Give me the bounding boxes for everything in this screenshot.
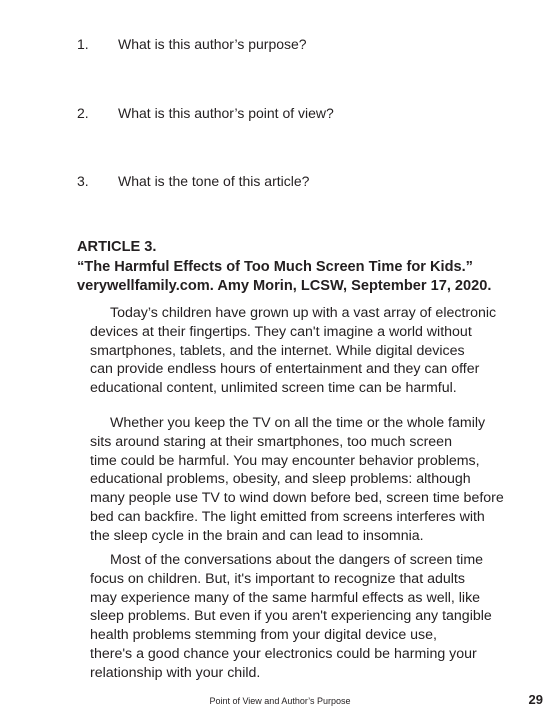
paragraph-line: many people use TV to wind down before bed, screen time before	[90, 490, 504, 507]
paragraph-2	[90, 414, 510, 546]
paragraph-line: Today’s children have grown up with a vast array of electronic	[110, 305, 497, 321]
paragraph-1	[90, 304, 510, 398]
paragraph-line: may experience many of the same harmful effects as well, like	[90, 589, 481, 606]
paragraph-line: Whether you keep the TV on all the time or the whole family	[110, 415, 486, 431]
paragraph-line: the sleep cycle in the brain and can lead to insomnia.	[90, 527, 424, 544]
question-number: 3.	[77, 173, 89, 189]
paragraph-line: health problems stemming from your digital device use,	[90, 627, 437, 644]
footer-section-title: Point of View and Author’s Purpose	[209, 696, 351, 706]
paragraph-line: can provide endless hours of entertainment and they can offer	[90, 361, 480, 378]
paragraph-line: sits around staring at their smartphones, too much screen	[90, 433, 452, 450]
article-header	[77, 238, 491, 297]
question-1	[77, 36, 307, 52]
paragraph-line: educational problems, obesity, and sleep problems: although	[90, 471, 471, 488]
question-number: 2.	[77, 105, 89, 121]
article-source: verywellfamily.com. Amy Morin, LCSW, September 17, 2020.	[77, 278, 492, 294]
paragraph-line: Most of the conversations about the dangers of screen time	[110, 552, 484, 568]
paragraph-line: devices at their fingertips. They can't imagine a world without	[90, 323, 472, 340]
paragraph-line: there's a good chance your electronics could be harming your	[90, 645, 477, 662]
paragraph-line: time could be harmful. You may encounter behavior problems,	[90, 452, 480, 469]
article-title: “The Harmful Effects of Too Much Screen Time for Kids.”	[77, 258, 473, 275]
paragraph-3	[90, 551, 510, 683]
question-3	[77, 173, 309, 189]
paragraph-line: smartphones, tablets, and the internet. While digital devices	[90, 342, 465, 359]
question-text: What is the tone of this article?	[118, 173, 310, 189]
paragraph-line: educational content, unlimited screen time can be harmful.	[90, 380, 457, 397]
question-number: 1.	[77, 36, 89, 52]
paragraph-line: focus on children. But, it's important to recognize that adults	[90, 570, 465, 587]
article-heading: ARTICLE 3.	[77, 239, 157, 255]
question-text: What is this author’s point of view?	[118, 105, 334, 121]
paragraph-line: bed can backfire. The light emitted from screens interferes with	[90, 508, 485, 525]
paragraph-line: sleep problems. But even if you aren't experiencing any tangible	[90, 608, 492, 625]
paragraph-line: relationship with your child.	[90, 664, 261, 681]
question-2	[77, 105, 334, 121]
page-number: 29	[528, 692, 543, 707]
question-text: What is this author’s purpose?	[118, 36, 307, 52]
